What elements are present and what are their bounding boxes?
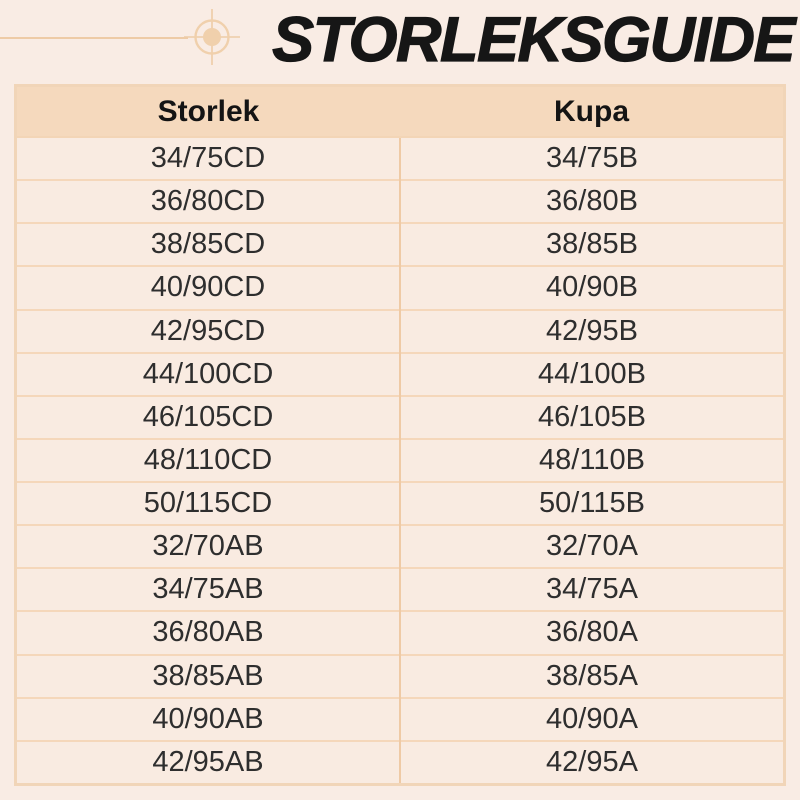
storlek-cell: 38/85AB bbox=[16, 655, 401, 698]
storlek-cell: 42/95AB bbox=[16, 741, 401, 785]
kupa-cell: 46/105B bbox=[400, 396, 785, 439]
table-row bbox=[16, 482, 785, 525]
storlek-cell: 38/85CD bbox=[16, 223, 401, 266]
storlek-cell: 42/95CD bbox=[16, 310, 401, 353]
table-row bbox=[16, 698, 785, 741]
storlek-cell: 40/90CD bbox=[16, 266, 401, 309]
kupa-cell: 42/95B bbox=[400, 310, 785, 353]
kupa-cell: 40/90A bbox=[400, 698, 785, 741]
table-row bbox=[16, 741, 785, 785]
col-header-storlek: Storlek bbox=[16, 86, 401, 138]
storlek-cell: 32/70AB bbox=[16, 525, 401, 568]
storlek-cell: 44/100CD bbox=[16, 353, 401, 396]
kupa-cell: 48/110B bbox=[400, 439, 785, 482]
table-row bbox=[16, 310, 785, 353]
kupa-cell: 34/75B bbox=[546, 142, 638, 175]
kupa-cell: 36/80A bbox=[400, 611, 785, 654]
kupa-cell: 32/70A bbox=[400, 525, 785, 568]
kupa-cell: 44/100B bbox=[400, 353, 785, 396]
storlek-cell: 34/75AB bbox=[16, 568, 401, 611]
kupa-cell: 40/90B bbox=[400, 266, 785, 309]
table-row bbox=[16, 439, 785, 482]
storlek-cell: 40/90AB bbox=[16, 698, 401, 741]
storlek-cell: 50/115CD bbox=[16, 482, 401, 525]
storlek-cell: 48/110CD bbox=[16, 439, 401, 482]
storlek-cell: 36/80AB bbox=[16, 611, 401, 654]
crosshair-icon bbox=[184, 9, 240, 65]
decorative-line bbox=[0, 37, 188, 39]
table-row bbox=[16, 396, 785, 439]
table-row bbox=[16, 655, 785, 698]
table-row bbox=[16, 223, 785, 266]
page-title: STORLEKSGUIDE bbox=[272, 5, 794, 75]
table-row bbox=[16, 525, 785, 568]
table-row bbox=[16, 611, 785, 654]
table-row bbox=[16, 266, 785, 309]
table-header-row bbox=[16, 86, 785, 138]
kupa-cell: 38/85A bbox=[400, 655, 785, 698]
size-table bbox=[14, 84, 786, 786]
kupa-cell: 34/75A bbox=[400, 568, 785, 611]
storlek-cell: 36/80CD bbox=[16, 180, 401, 223]
header-band bbox=[0, 0, 800, 84]
table-row bbox=[16, 353, 785, 396]
kupa-cell: 36/80B bbox=[400, 180, 785, 223]
col-header-kupa: Kupa bbox=[400, 86, 785, 138]
table-row bbox=[16, 180, 785, 223]
kupa-cell: 38/85B bbox=[400, 223, 785, 266]
kupa-cell: 50/115B bbox=[400, 482, 785, 525]
storlek-cell: 46/105CD bbox=[16, 396, 401, 439]
table-row bbox=[16, 137, 785, 180]
kupa-cell: 42/95A bbox=[400, 741, 785, 785]
storlek-cell: 34/75CD bbox=[16, 137, 401, 180]
table-row bbox=[16, 568, 785, 611]
